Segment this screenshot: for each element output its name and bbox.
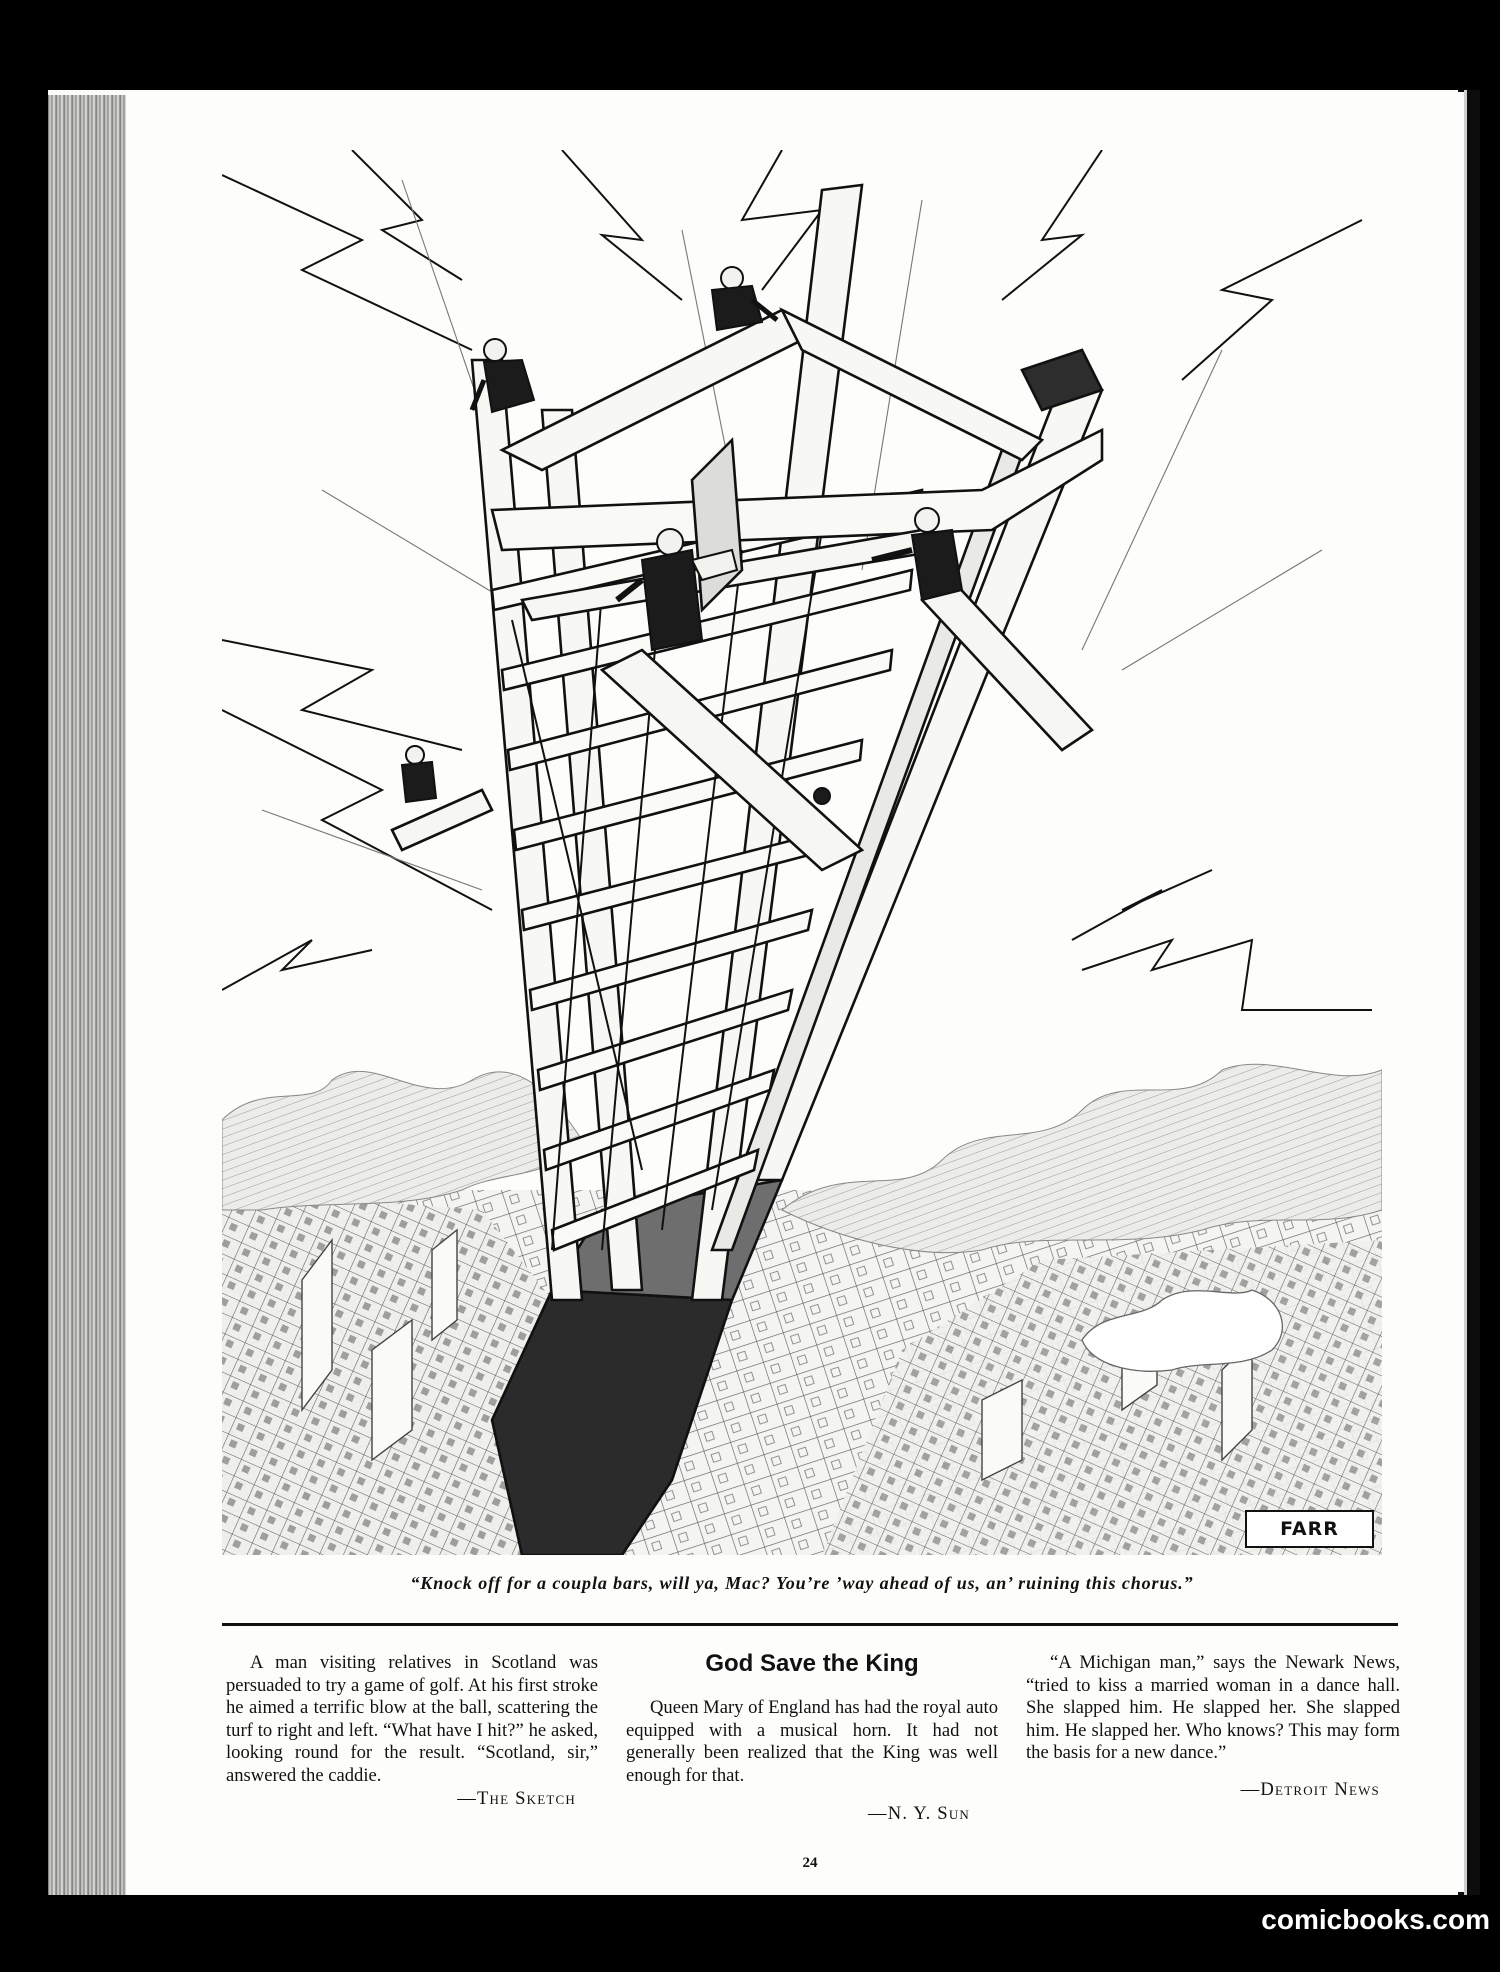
column-king-joke	[626, 1697, 998, 1826]
cartoon-illustration	[222, 150, 1382, 1555]
column-golf-joke	[226, 1652, 598, 1810]
page-edges	[48, 95, 126, 1895]
column-text: A man visiting relatives in Scotland was persuaded to try a game of golf. At his first stroke he aimed a terrific blow at the ball, scattering the turf to right and left. “What have I hit?” he asked, looking round for the result. “Scotland, sir,” answered the caddie.	[226, 1652, 598, 1786]
page-number: 24	[802, 1855, 818, 1871]
section-divider	[222, 1623, 1398, 1626]
skyscraper-riveters-drawing	[222, 150, 1382, 1555]
watermark: comicbooks.com	[1261, 1904, 1490, 1935]
artist-signature: FARR	[1245, 1510, 1374, 1548]
column-text: Queen Mary of England has had the royal auto equipped with a musical horn. It had not generally been realized that the King was well enough for that.	[626, 1697, 999, 1786]
column-source: —Detroit News	[1240, 1778, 1380, 1800]
riveter-small-right	[814, 788, 830, 804]
column-source: —N. Y. Sun	[867, 1803, 970, 1825]
column-source: —The Sketch	[457, 1787, 576, 1809]
riveter-left	[402, 746, 436, 802]
cartoon-caption: “Knock off for a coupla bars, will ya, Mac? You’re ’way ahead of us, an’ ruining this chorus.”	[410, 1573, 1194, 1593]
city-below	[222, 1190, 1382, 1555]
column-heading: God Save the King	[705, 1650, 919, 1677]
column-dance-joke	[1026, 1652, 1400, 1802]
right-page-edge	[1464, 90, 1467, 1895]
column-text: “A Michigan man,” says the Newark News, “tried to kiss a married woman in a dance hall. She slapped him. He slapped her. She slapped him. He slapped her. Who knows? This may form the basis for a new dance.”	[1026, 1652, 1400, 1764]
